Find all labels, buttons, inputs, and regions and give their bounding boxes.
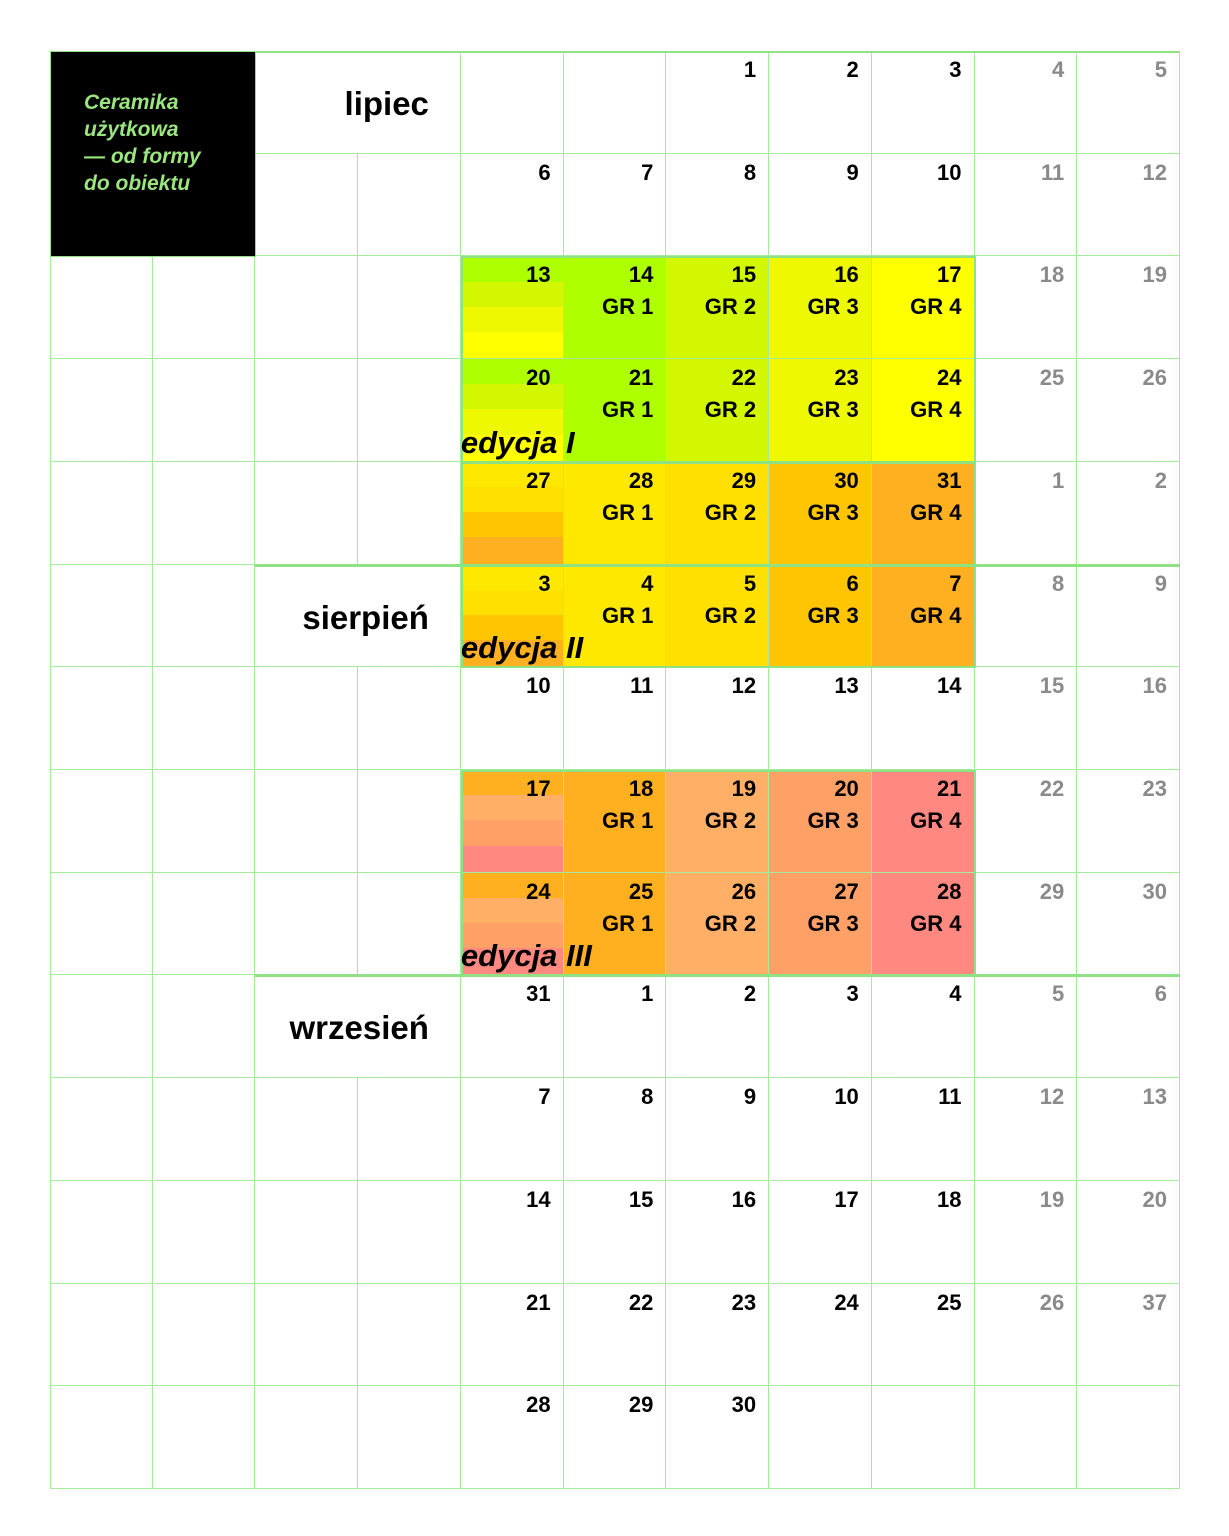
day-number: 12: [1039, 1084, 1065, 1110]
empty-cell: [153, 256, 256, 359]
day-number: 19: [1039, 1186, 1065, 1212]
day-cell[interactable]: [872, 256, 975, 359]
day-number: 5: [1052, 981, 1065, 1007]
day-number: 5: [1154, 57, 1167, 82]
day-number: 24: [834, 1289, 859, 1315]
empty-cell: [50, 1181, 153, 1284]
day-number: 11: [938, 1084, 962, 1110]
day-number: 20: [1142, 1186, 1167, 1212]
day-cell[interactable]: [564, 1078, 667, 1181]
day-cell[interactable]: [872, 667, 975, 770]
month-label-july: lipiec: [344, 85, 429, 122]
day-number: 17: [937, 262, 962, 288]
empty-cell: [50, 1386, 153, 1489]
day-cell[interactable]: [872, 462, 975, 565]
day-number: 26: [1039, 1289, 1065, 1315]
day-cell[interactable]: [666, 1078, 769, 1181]
empty-cell: [358, 667, 461, 770]
empty-cell: [255, 1078, 358, 1181]
empty-cell: [255, 770, 358, 873]
group-label: GR 1: [601, 808, 654, 833]
calendar-grid: [50, 51, 1180, 1489]
empty-cell: [358, 462, 461, 565]
day-cell[interactable]: [461, 154, 564, 257]
day-number: 23: [731, 1289, 757, 1315]
day-cell[interactable]: [461, 462, 564, 565]
day-cell[interactable]: [872, 1284, 975, 1387]
group-label: GR 3: [807, 499, 859, 525]
day-cell[interactable]: [769, 462, 872, 565]
color-band: [461, 820, 563, 846]
day-cell[interactable]: [975, 51, 1078, 154]
day-number: 1: [743, 57, 757, 82]
day-number: 3: [538, 570, 551, 596]
day-number: 37: [1142, 1289, 1167, 1315]
group-label: GR 4: [910, 397, 962, 423]
day-cell[interactable]: [1077, 1284, 1180, 1387]
day-number: 15: [628, 1186, 654, 1212]
day-number: 8: [743, 159, 757, 185]
day-cell[interactable]: [666, 51, 769, 154]
day-number: 13: [1142, 1084, 1167, 1110]
day-cell[interactable]: [461, 1181, 564, 1284]
day-cell[interactable]: [1077, 1386, 1180, 1489]
day-number: 26: [731, 878, 757, 904]
day-cell[interactable]: [564, 1386, 667, 1489]
day-cell[interactable]: [1077, 975, 1180, 1078]
day-cell[interactable]: [666, 667, 769, 770]
day-cell[interactable]: [666, 359, 769, 462]
day-cell[interactable]: [769, 565, 872, 668]
day-number: 22: [1039, 776, 1065, 801]
day-cell[interactable]: [1077, 1078, 1180, 1181]
day-number: 25: [937, 1289, 962, 1315]
month-separator: [255, 974, 1180, 977]
empty-cell: [50, 873, 153, 976]
day-number: 25: [628, 878, 654, 904]
group-label: GR 1: [601, 910, 654, 936]
empty-cell: [255, 154, 358, 257]
day-number: 5: [743, 570, 757, 596]
day-number: 6: [846, 570, 859, 596]
day-cell[interactable]: [975, 154, 1078, 257]
empty-cell: [50, 667, 153, 770]
day-cell[interactable]: [564, 667, 667, 770]
day-number: 28: [628, 467, 654, 493]
empty-cell: [153, 770, 256, 873]
group-label: GR 1: [601, 397, 654, 423]
day-cell[interactable]: [769, 359, 872, 462]
day-number: 7: [641, 159, 654, 185]
day-cell[interactable]: [975, 873, 1078, 976]
day-cell[interactable]: [1077, 359, 1180, 462]
title-line-4: do obiektu: [84, 172, 191, 195]
day-number: 23: [834, 365, 859, 391]
day-number: 2: [743, 981, 757, 1007]
empty-cell: [50, 975, 153, 1078]
day-number: 22: [731, 365, 757, 391]
day-number: 20: [526, 365, 551, 391]
day-number: 29: [628, 1392, 654, 1418]
empty-cell: [255, 873, 358, 976]
empty-cell: [50, 1284, 153, 1387]
day-number: 23: [1142, 776, 1167, 801]
day-cell[interactable]: [769, 1284, 872, 1387]
day-cell[interactable]: [666, 154, 769, 257]
day-cell[interactable]: [769, 1078, 872, 1181]
day-number: 24: [526, 878, 551, 904]
color-band: [461, 846, 563, 872]
color-band: [461, 307, 563, 333]
day-number: 20: [834, 776, 859, 801]
day-cell[interactable]: [666, 462, 769, 565]
group-label: GR 3: [807, 294, 859, 320]
day-number: 26: [1142, 365, 1167, 391]
empty-cell: [153, 667, 256, 770]
empty-cell: [358, 1284, 461, 1387]
day-cell[interactable]: [975, 1078, 1078, 1181]
day-number: 16: [1142, 673, 1167, 699]
empty-cell: [358, 1181, 461, 1284]
day-cell[interactable]: [769, 1181, 872, 1284]
day-cell[interactable]: [975, 975, 1078, 1078]
group-label: GR 4: [910, 808, 962, 833]
empty-cell: [50, 359, 153, 462]
day-cell[interactable]: [564, 154, 667, 257]
day-cell[interactable]: [872, 565, 975, 668]
day-cell[interactable]: [872, 359, 975, 462]
day-cell[interactable]: [872, 975, 975, 1078]
day-number: 10: [937, 159, 962, 185]
day-cell[interactable]: [666, 1284, 769, 1387]
group-label: GR 2: [704, 808, 757, 833]
empty-cell: [255, 462, 358, 565]
empty-cell: [358, 359, 461, 462]
day-cell[interactable]: [461, 51, 564, 154]
day-number: 21: [628, 365, 654, 391]
day-number: 29: [1039, 878, 1065, 904]
day-number: 2: [1154, 467, 1167, 493]
day-cell[interactable]: [872, 1386, 975, 1489]
color-band: [461, 332, 563, 358]
day-number: 13: [526, 262, 551, 288]
day-number: 22: [628, 1289, 654, 1315]
day-cell[interactable]: [461, 770, 564, 873]
day-cell[interactable]: [769, 667, 872, 770]
empty-cell: [255, 667, 358, 770]
empty-cell: [255, 256, 358, 359]
empty-cell: [50, 462, 153, 565]
title-line-1: Ceramika: [84, 91, 179, 114]
group-label: GR 3: [807, 910, 859, 936]
day-cell[interactable]: [872, 1078, 975, 1181]
day-number: 14: [526, 1186, 551, 1212]
day-number: 14: [628, 262, 654, 288]
empty-cell: [153, 1284, 256, 1387]
day-number: 4: [949, 981, 962, 1007]
day-number: 6: [1154, 981, 1167, 1007]
day-cell[interactable]: [666, 256, 769, 359]
day-number: 4: [1052, 57, 1065, 82]
group-label: GR 2: [704, 602, 757, 628]
empty-cell: [153, 462, 256, 565]
day-number: 30: [1142, 878, 1167, 904]
empty-cell: [50, 256, 153, 359]
group-label: GR 2: [704, 397, 757, 423]
day-number: 4: [641, 570, 654, 596]
group-label: GR 1: [601, 499, 654, 525]
day-cell[interactable]: [666, 873, 769, 976]
day-cell[interactable]: [564, 51, 667, 154]
day-cell[interactable]: [666, 1386, 769, 1489]
day-cell[interactable]: [1077, 256, 1180, 359]
day-cell[interactable]: [872, 873, 975, 976]
day-cell[interactable]: [564, 462, 667, 565]
empty-cell: [50, 1078, 153, 1181]
day-number: 21: [937, 776, 962, 801]
day-cell[interactable]: [1077, 51, 1180, 154]
month-label-september: wrzesień: [289, 1009, 429, 1047]
day-cell[interactable]: [769, 975, 872, 1078]
edition-label: edycja III: [460, 938, 592, 974]
day-cell[interactable]: [1077, 1181, 1180, 1284]
day-cell[interactable]: [1077, 565, 1180, 668]
day-number: 27: [834, 878, 859, 904]
day-cell[interactable]: [975, 1284, 1078, 1387]
day-number: 31: [526, 981, 551, 1007]
day-number: 18: [628, 776, 654, 801]
day-cell[interactable]: [769, 873, 872, 976]
day-cell[interactable]: [564, 770, 667, 873]
empty-cell: [255, 1386, 358, 1489]
day-number: 31: [937, 467, 962, 493]
day-cell[interactable]: [975, 565, 1078, 668]
group-label: GR 2: [704, 499, 757, 525]
day-cell[interactable]: [975, 359, 1078, 462]
day-number: 8: [1052, 570, 1065, 596]
edition-label: edycja I: [460, 424, 575, 460]
day-cell[interactable]: [769, 256, 872, 359]
day-cell[interactable]: [564, 256, 667, 359]
month-separator: [255, 564, 1180, 567]
day-cell[interactable]: [666, 975, 769, 1078]
day-cell[interactable]: [564, 975, 667, 1078]
day-cell[interactable]: [461, 667, 564, 770]
day-number: 19: [1142, 262, 1167, 288]
day-number: 25: [1039, 365, 1065, 391]
day-number: 19: [731, 776, 757, 801]
empty-cell: [50, 770, 153, 873]
day-cell[interactable]: [872, 770, 975, 873]
day-number: 6: [538, 159, 551, 185]
title-line-3: — od formy: [84, 145, 201, 168]
day-number: 9: [846, 159, 859, 185]
day-cell[interactable]: [975, 256, 1078, 359]
empty-cell: [358, 1078, 461, 1181]
empty-cell: [153, 975, 256, 1078]
day-cell[interactable]: [461, 1386, 564, 1489]
empty-cell: [153, 873, 256, 976]
group-label: GR 3: [807, 808, 859, 833]
group-label: GR 1: [601, 294, 654, 320]
day-cell[interactable]: [1077, 873, 1180, 976]
day-cell[interactable]: [872, 1181, 975, 1284]
color-band: [461, 512, 563, 538]
day-number: 10: [526, 673, 551, 699]
empty-cell: [358, 770, 461, 873]
day-cell[interactable]: [975, 770, 1078, 873]
day-number: 1: [1052, 467, 1065, 493]
day-cell[interactable]: [975, 1386, 1078, 1489]
day-number: 15: [731, 262, 757, 288]
day-cell[interactable]: [564, 1181, 667, 1284]
edition-label: edycja II: [460, 630, 584, 666]
day-number: 16: [834, 262, 859, 288]
day-number: 11: [630, 673, 654, 699]
day-number: 28: [526, 1392, 551, 1418]
day-cell[interactable]: [975, 462, 1078, 565]
day-cell[interactable]: [666, 1181, 769, 1284]
day-cell[interactable]: [461, 1078, 564, 1181]
day-number: 18: [937, 1186, 962, 1212]
group-label: GR 2: [704, 294, 757, 320]
day-number: 12: [1142, 159, 1167, 185]
group-label: GR 3: [807, 397, 859, 423]
group-label: GR 1: [601, 602, 654, 628]
day-cell[interactable]: [975, 1181, 1078, 1284]
title-text: [84, 89, 201, 197]
group-label: GR 2: [704, 910, 757, 936]
day-number: 16: [731, 1186, 757, 1212]
title-box: [50, 51, 256, 257]
empty-cell: [358, 256, 461, 359]
day-cell[interactable]: [769, 154, 872, 257]
empty-cell: [50, 565, 153, 668]
empty-cell: [153, 1181, 256, 1284]
day-number: 30: [834, 467, 859, 493]
day-number: 10: [834, 1084, 859, 1110]
day-cell[interactable]: [769, 1386, 872, 1489]
empty-cell: [153, 565, 256, 668]
day-cell[interactable]: [1077, 462, 1180, 565]
empty-cell: [358, 1386, 461, 1489]
empty-cell: [255, 1181, 358, 1284]
day-cell[interactable]: [769, 51, 872, 154]
day-cell[interactable]: [872, 154, 975, 257]
day-cell[interactable]: [1077, 770, 1180, 873]
empty-cell: [255, 1284, 358, 1387]
empty-cell: [358, 154, 461, 257]
day-cell[interactable]: [1077, 667, 1180, 770]
group-label: GR 4: [910, 294, 962, 320]
day-number: 17: [526, 776, 551, 801]
day-cell[interactable]: [461, 1284, 564, 1387]
day-number: 17: [834, 1186, 859, 1212]
day-cell[interactable]: [666, 565, 769, 668]
empty-cell: [358, 873, 461, 976]
day-cell[interactable]: [769, 770, 872, 873]
day-number: 3: [846, 981, 859, 1007]
day-number: 12: [731, 673, 757, 699]
day-number: 28: [937, 878, 962, 904]
day-cell[interactable]: [564, 1284, 667, 1387]
day-number: 27: [526, 467, 551, 493]
day-number: 30: [731, 1392, 757, 1418]
day-number: 3: [949, 57, 962, 82]
day-cell[interactable]: [564, 359, 667, 462]
day-number: 7: [538, 1084, 551, 1110]
day-number: 15: [1039, 673, 1065, 699]
day-number: 13: [834, 673, 859, 699]
group-label: GR 4: [910, 602, 962, 628]
month-label-august: sierpień: [302, 598, 429, 636]
day-number: 21: [526, 1289, 551, 1315]
empty-cell: [153, 359, 256, 462]
group-label: GR 3: [807, 602, 859, 628]
title-line-2: użytkowa: [84, 118, 179, 141]
day-cell[interactable]: [872, 51, 975, 154]
day-cell[interactable]: [461, 256, 564, 359]
day-cell[interactable]: [975, 667, 1078, 770]
day-number: 1: [641, 981, 654, 1007]
day-number: 9: [743, 1084, 757, 1110]
day-number: 8: [641, 1084, 654, 1110]
group-label: GR 4: [910, 910, 962, 936]
day-number: 7: [949, 570, 962, 596]
day-number: 9: [1154, 570, 1167, 596]
color-band: [461, 537, 563, 563]
day-number: 2: [846, 57, 859, 82]
day-number: 14: [937, 673, 962, 699]
empty-cell: [153, 1078, 256, 1181]
day-cell[interactable]: [461, 975, 564, 1078]
group-label: GR 4: [910, 499, 962, 525]
day-number: 29: [731, 467, 757, 493]
day-number: 18: [1039, 262, 1065, 288]
day-cell[interactable]: [1077, 154, 1180, 257]
day-cell[interactable]: [666, 770, 769, 873]
empty-cell: [153, 1386, 256, 1489]
day-number: 24: [937, 365, 962, 391]
day-number: 11: [1040, 159, 1065, 185]
empty-cell: [255, 359, 358, 462]
